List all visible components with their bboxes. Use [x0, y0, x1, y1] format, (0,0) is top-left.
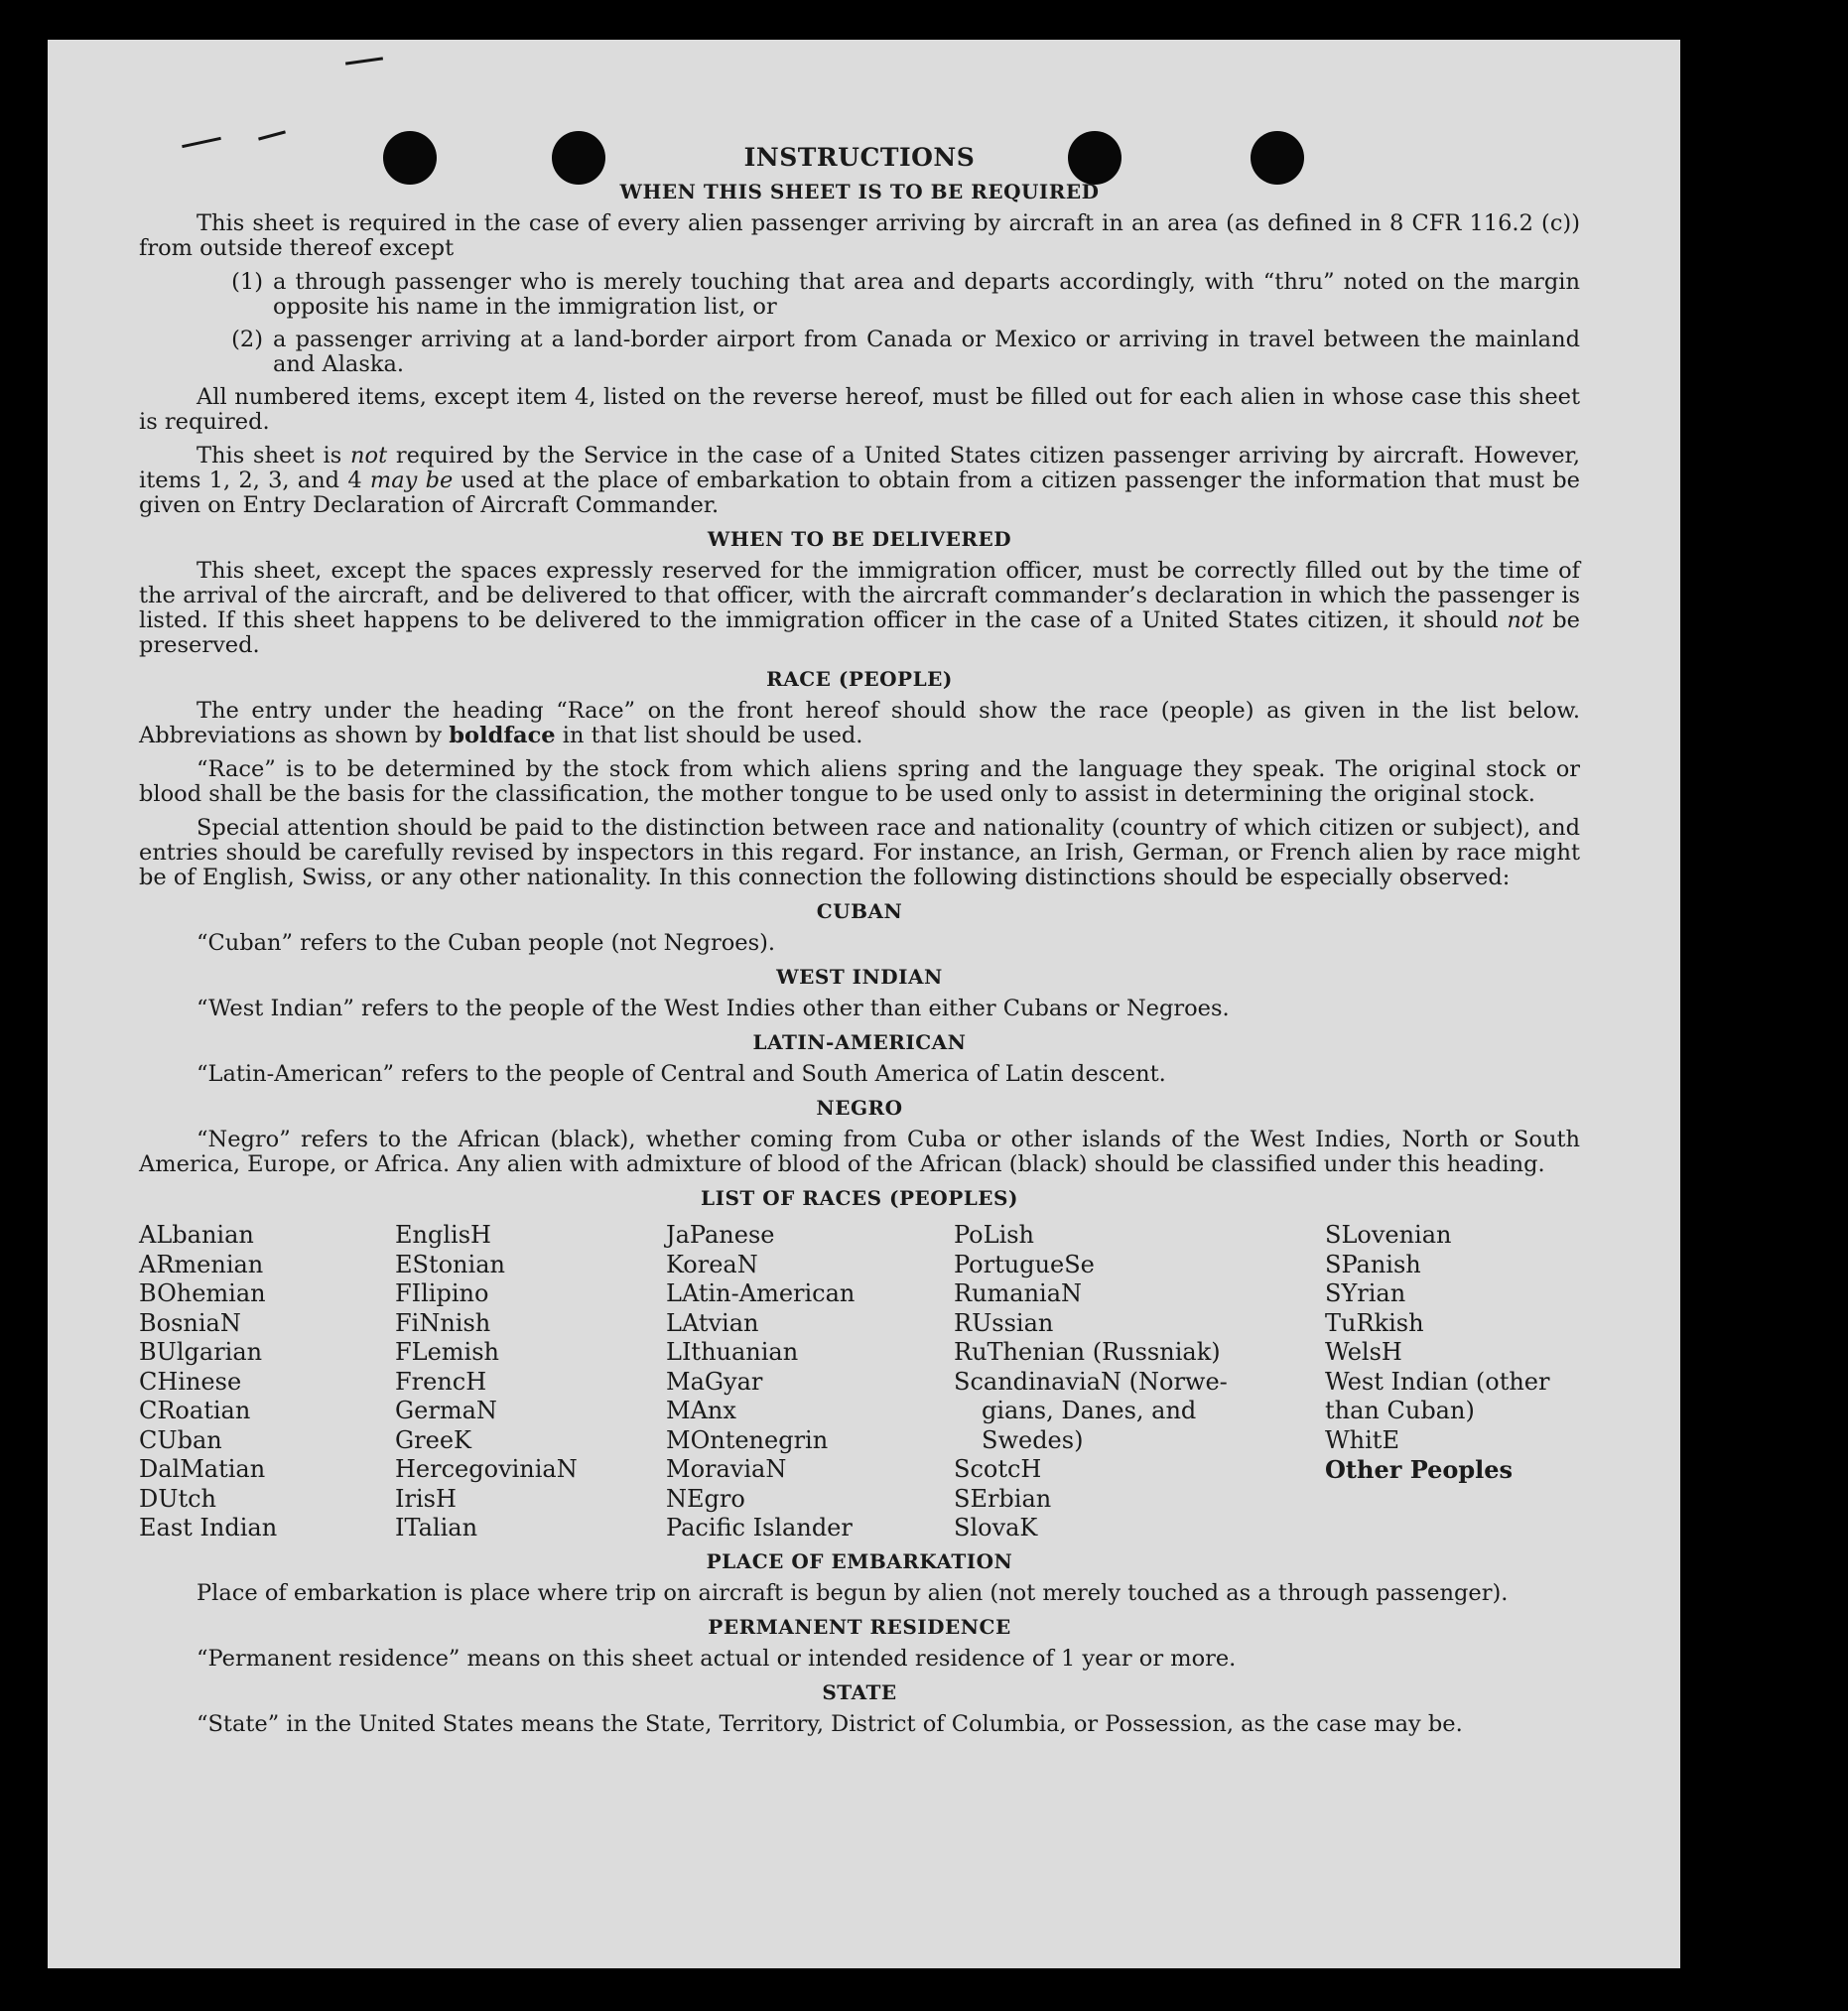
race-entry-continued: gians, Danes, and	[982, 1397, 1197, 1424]
race-entry: LAtin-American	[666, 1279, 856, 1307]
definition-negro: “Negro” refers to the African (black), whether coming from Cuba or other islands of the West Indies, North or South America, Europe, or Africa. Any alien with admixture of blood of the African (black) should be classified under this heading.	[139, 1127, 1580, 1177]
race-entry: WelsH	[1325, 1338, 1402, 1366]
scan-mark	[258, 130, 286, 140]
race-entry: LIthuanian	[666, 1338, 799, 1366]
race-entry: SlovaK	[954, 1514, 1038, 1542]
race-entry: ARmenian	[139, 1250, 264, 1278]
race-entry: TuRkish	[1325, 1308, 1424, 1337]
race-entry: FIlipino	[395, 1279, 489, 1307]
race-entry: RumaniaN	[954, 1279, 1083, 1307]
race-entry-continued: than Cuban)	[1325, 1397, 1475, 1424]
race-entry: DUtch	[139, 1484, 217, 1513]
required-intro: This sheet is required in the case of every alien passenger arriving by aircraft in an area (as defined in 8 CFR 116.2 (c)) from outside thereof except	[139, 210, 1580, 261]
race-entry: BosniaN	[139, 1308, 241, 1337]
residence-paragraph: “Permanent residence” means on this sheet actual or intended residence of 1 year or more.	[197, 1645, 1237, 1672]
race-entry: FiNnish	[395, 1308, 491, 1337]
race-entry: PoLish	[954, 1221, 1035, 1249]
heading-negro: NEGRO	[816, 1096, 903, 1120]
heading-list-of-races: LIST OF RACES (PEOPLES)	[701, 1186, 1018, 1210]
race-entry: CRoatian	[139, 1397, 251, 1424]
scan-mark	[345, 57, 383, 65]
race-entry: RuThenian (Russniak)	[954, 1338, 1221, 1366]
exception-item	[139, 328, 1580, 377]
race-entry: SErbian	[954, 1484, 1052, 1513]
race-entry: BUlgarian	[139, 1338, 263, 1366]
race-entry: ITalian	[395, 1514, 478, 1542]
definition-cuban: “Cuban” refers to the Cuban people (not Negroes).	[197, 930, 776, 956]
delivered-paragraph: This sheet, except the spaces expressly reserved for the immigration officer, must be correctly filled out by the time of the arrival of the aircraft, and be delivered to that officer, with the aircraft commander’s declaration in which the passenger is listed. If this sheet happens to be delivered to the immigration officer in the case of a United States citizen, it should not be preserved.	[139, 558, 1580, 658]
state-paragraph: “State” in the United States means the State, Territory, District of Columbia, or Possession, as the case may be.	[197, 1710, 1463, 1737]
race-entry: West Indian (other	[1325, 1367, 1550, 1396]
race-entry: EStonian	[395, 1250, 505, 1278]
race-entry: BOhemian	[139, 1279, 266, 1307]
heading-place-of-embarkation: PLACE OF EMBARKATION	[706, 1548, 1013, 1573]
race-entry: EnglisH	[395, 1221, 491, 1249]
race-entry: DalMatian	[139, 1455, 266, 1483]
heading-when-required: WHEN THIS SHEET IS TO BE REQUIRED	[619, 180, 1100, 203]
race-entry: SYrian	[1325, 1279, 1406, 1307]
race-column	[666, 1221, 954, 1543]
heading-race: RACE (PEOPLE)	[766, 667, 953, 691]
race-list	[139, 1221, 1580, 1543]
race-column	[1325, 1221, 1580, 1543]
race-entry: MAnx	[666, 1397, 736, 1424]
race-entry: FrencH	[395, 1367, 487, 1396]
instructions-title: INSTRUCTIONS	[743, 143, 976, 172]
race-entry: JaPanese	[666, 1221, 775, 1249]
race-entry: LAtvian	[666, 1308, 759, 1337]
exception-text: a through passenger who is merely touching that area and departs accordingly, with “thru” noted on the margin opposite his name in the immigration list, or	[273, 269, 1580, 320]
race-entry: ScotcH	[954, 1455, 1042, 1483]
race-entry: PortugueSe	[954, 1250, 1095, 1278]
race-entry: Other Peoples	[1325, 1455, 1514, 1484]
race-entry: RUssian	[954, 1308, 1054, 1337]
race-entry: MOntenegrin	[666, 1425, 829, 1454]
race-paragraph: “Race” is to be determined by the stock from which aliens spring and the language they speak. The original stock or blood shall be the basis for the classification, the mother tongue to be used only to assist in determining the original stock.	[139, 756, 1580, 807]
definition-latin-american: “Latin-American” refers to the people of Central and South America of Latin descent.	[197, 1061, 1166, 1087]
race-paragraph: The entry under the heading “Race” on the front hereof should show the race (people) as given in the list below. Abbreviations as shown by boldface in that list should be used.	[139, 698, 1580, 748]
race-entry: FLemish	[395, 1338, 499, 1366]
race-entry: MoraviaN	[666, 1455, 787, 1483]
race-entry: East Indian	[139, 1514, 278, 1542]
heading-latin-american: LATIN-AMERICAN	[752, 1030, 967, 1054]
race-entry: ScandinaviaN (Norwe-	[954, 1367, 1228, 1396]
race-entry: CUban	[139, 1425, 222, 1454]
race-entry: SLovenian	[1325, 1221, 1452, 1249]
embarkation-paragraph: Place of embarkation is place where trip on aircraft is begun by alien (not merely touched as a through passenger).	[197, 1579, 1509, 1606]
race-entry: GermaN	[395, 1397, 497, 1424]
race-entry: WhitE	[1325, 1425, 1399, 1454]
numbered-items-paragraph: All numbered items, except item 4, listed on the reverse hereof, must be filled out for each alien in whose case this sheet is required.	[139, 384, 1580, 435]
race-column	[954, 1221, 1325, 1543]
race-entry: KoreaN	[666, 1250, 758, 1278]
race-column	[395, 1221, 666, 1543]
exception-number: (2)	[231, 327, 263, 352]
race-paragraph: Special attention should be paid to the distinction between race and nationality (country of which citizen or subject), and entries should be carefully revised by inspectors in this regard. For instance, an Irish, German, or French alien by race might be of English, Swiss, or any other nationality. In this connection the following distinctions should be especially observed:	[139, 815, 1580, 890]
race-entry: ALbanian	[139, 1221, 254, 1249]
heading-state: STATE	[822, 1679, 897, 1704]
heading-west-indian: WEST INDIAN	[776, 965, 943, 989]
race-entry: Pacific Islander	[666, 1514, 853, 1542]
exception-item	[139, 270, 1580, 320]
citizen-paragraph: This sheet is not required by the Service in the case of a United States citizen passenger arriving by aircraft. However, items 1, 2, 3, and 4 may be used at the place of embarkation to obtain from a citizen passenger the information that must be given on Entry Declaration of Aircraft Commander.	[139, 443, 1580, 518]
exception-number: (1)	[231, 269, 263, 295]
race-entry: IrisH	[395, 1484, 457, 1513]
race-entry: SPanish	[1325, 1250, 1421, 1278]
document-sheet	[48, 40, 1680, 1968]
heading-cuban: CUBAN	[816, 899, 903, 923]
race-entry: CHinese	[139, 1367, 242, 1396]
race-entry: NEgro	[666, 1484, 745, 1513]
definition-west-indian: “West Indian” refers to the people of the West Indies other than either Cubans or Negroes.	[197, 996, 1230, 1021]
exception-text: a passenger arriving at a land-border airport from Canada or Mexico or arriving in travel between the mainland and Alaska.	[273, 327, 1580, 377]
instructions-content	[139, 145, 1580, 1746]
race-entry: GreeK	[395, 1425, 471, 1454]
race-entry: HercegoviniaN	[395, 1455, 578, 1483]
race-entry-continued: Swedes)	[982, 1425, 1084, 1454]
heading-permanent-residence: PERMANENT RESIDENCE	[708, 1614, 1011, 1639]
race-entry: MaGyar	[666, 1367, 763, 1396]
heading-when-delivered: WHEN TO BE DELIVERED	[707, 527, 1012, 551]
race-column	[139, 1221, 395, 1543]
